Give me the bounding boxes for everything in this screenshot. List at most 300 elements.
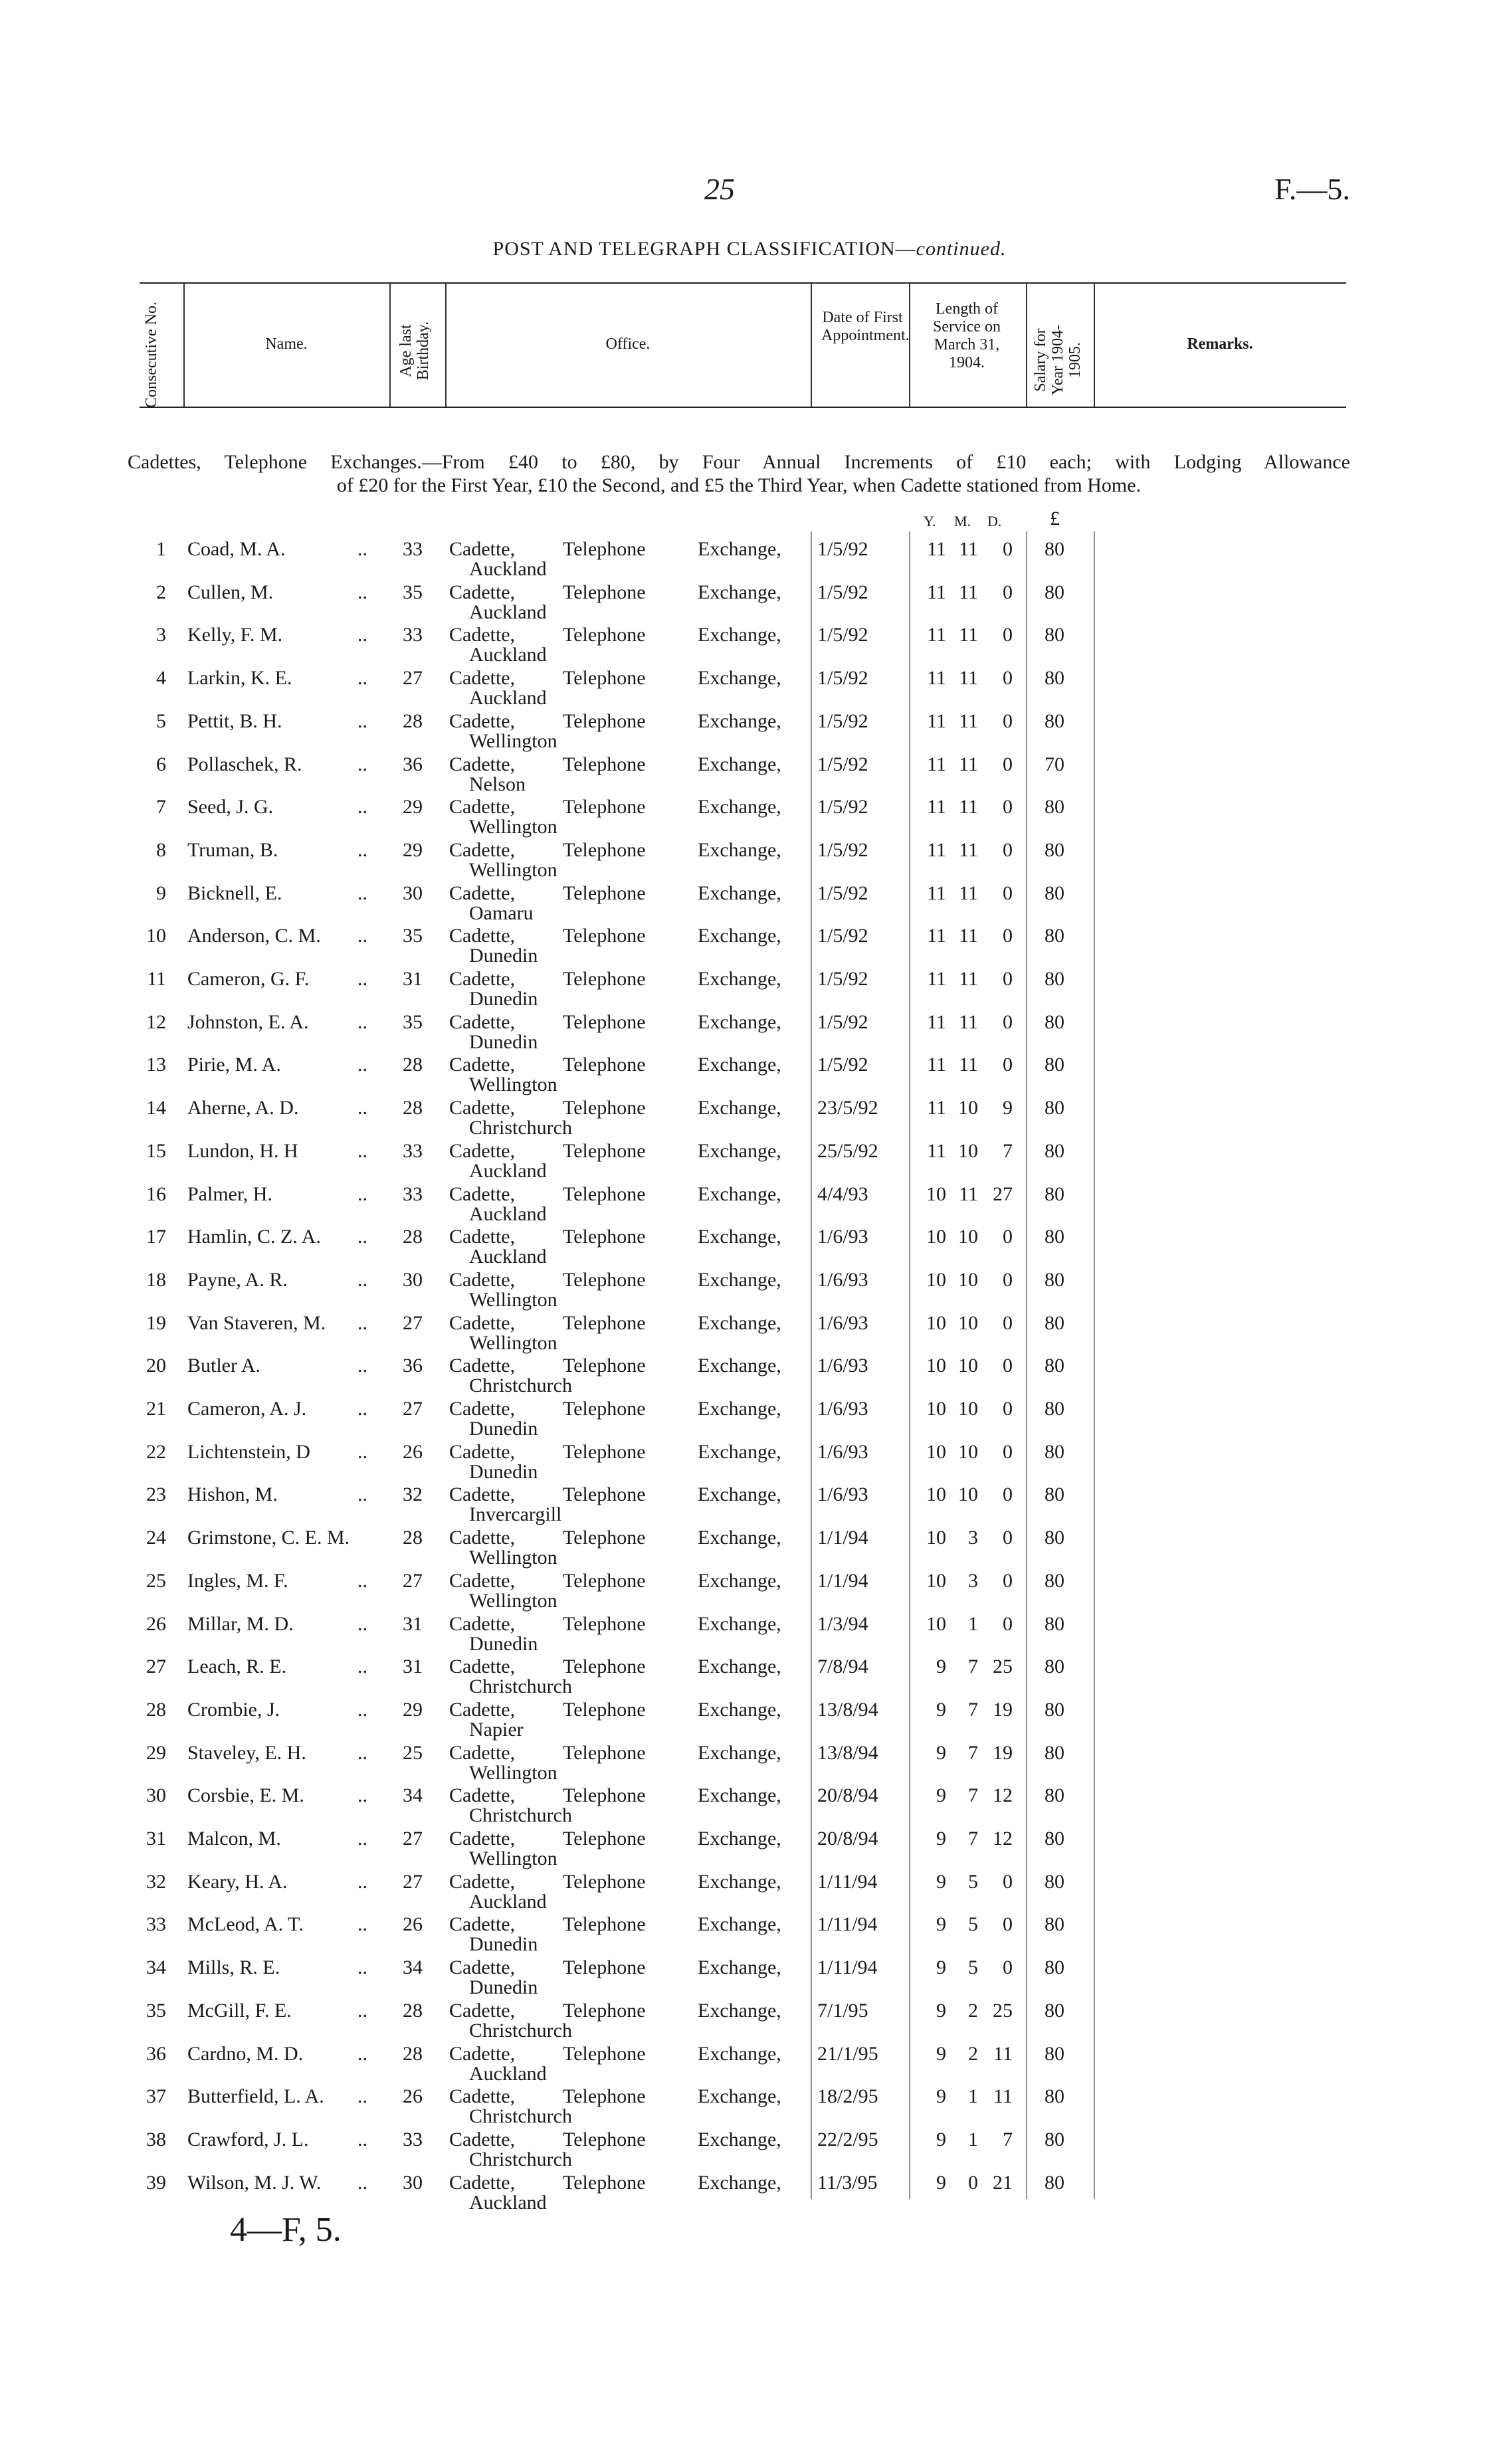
table-row: [0, 538, 1499, 581]
office-telephone: Telephone: [563, 2128, 646, 2150]
leader-dots: ..: [357, 1183, 367, 1205]
consecutive-number: 19: [146, 1311, 166, 1334]
service-years: 11: [927, 925, 946, 947]
age: 26: [403, 1913, 423, 1936]
consecutive-number: 17: [146, 1226, 166, 1248]
service-years: 10: [926, 1311, 946, 1334]
name: Payne, A. R.: [187, 1268, 288, 1291]
salary: 80: [1045, 1268, 1064, 1291]
service-years: 9: [936, 2171, 946, 2194]
table-row: [0, 1913, 1499, 1956]
age: 35: [403, 1010, 423, 1033]
age: 26: [403, 1440, 423, 1463]
salary: 80: [1045, 1870, 1064, 1893]
office-location: Wellington: [469, 1547, 557, 1569]
service-months: 11: [959, 925, 978, 947]
service-years: 10: [926, 1226, 946, 1248]
service-days: 19: [993, 1741, 1013, 1764]
office-location: Dunedin: [469, 945, 538, 967]
salary: 80: [1045, 925, 1064, 947]
office-cadette: Cadette,: [449, 1268, 516, 1291]
office-location: Auckland: [469, 2191, 547, 2214]
service-months: 7: [968, 1698, 978, 1721]
office-location: Christchurch: [469, 2019, 572, 2041]
age: 28: [403, 1226, 423, 1248]
appointment-date: 1/6/93: [817, 1483, 868, 1506]
consecutive-number: 30: [146, 1784, 166, 1807]
service-months: 1: [968, 2085, 978, 2108]
office-cadette: Cadette,: [449, 1527, 516, 1549]
table-row: [0, 2000, 1499, 2042]
header-remarks: Remarks.: [1187, 335, 1253, 353]
appointment-date: 1/6/93: [817, 1355, 868, 1377]
name: Seed, J. G.: [187, 796, 274, 818]
table-row: [0, 1613, 1499, 1656]
office-cadette: Cadette,: [449, 667, 516, 690]
service-days: 0: [1003, 1355, 1013, 1377]
name: Cardno, M. D.: [187, 2042, 304, 2065]
age: 31: [403, 1612, 423, 1635]
consecutive-number: 24: [146, 1527, 166, 1549]
office-telephone: Telephone: [563, 2171, 646, 2194]
office-exchange: Exchange,: [698, 538, 781, 560]
name: Cameron, G. F.: [187, 968, 310, 990]
unit-years: Y.: [924, 513, 936, 529]
leader-dots: ..: [357, 2085, 367, 2108]
office-cadette: Cadette,: [449, 1569, 516, 1592]
office-exchange: Exchange,: [698, 1828, 781, 1849]
service-days: 0: [1003, 1268, 1013, 1291]
age: 31: [403, 968, 423, 990]
office-cadette: Cadette,: [449, 1612, 516, 1635]
appointment-date: 1/5/92: [817, 968, 868, 990]
office-exchange: Exchange,: [698, 1999, 781, 2022]
service-years: 11: [927, 1097, 946, 1119]
office-location: Auckland: [469, 2062, 547, 2085]
title-main: POST AND TELEGRAPH CLASSIFICATION—: [492, 238, 916, 260]
service-months: 3: [968, 1527, 978, 1549]
age: 33: [403, 624, 423, 646]
office-telephone: Telephone: [563, 710, 646, 732]
salary: 80: [1045, 2171, 1064, 2194]
age: 27: [403, 1870, 423, 1893]
table-row: [0, 796, 1499, 838]
service-years: 10: [926, 1569, 946, 1592]
service-days: 0: [1003, 1913, 1013, 1936]
office-exchange: Exchange,: [698, 1097, 781, 1119]
office-location: Christchurch: [469, 2148, 572, 2170]
service-months: 10: [958, 1268, 978, 1291]
service-months: 11: [959, 710, 978, 732]
service-years: 9: [936, 1870, 946, 1893]
office-location: Auckland: [469, 687, 547, 710]
consecutive-number: 8: [156, 838, 166, 861]
consecutive-number: 21: [146, 1398, 166, 1420]
service-months: 5: [968, 1870, 978, 1893]
consecutive-number: 15: [146, 1139, 166, 1162]
name: Staveley, E. H.: [187, 1741, 306, 1764]
salary: 80: [1045, 1828, 1064, 1849]
office-exchange: Exchange,: [698, 1698, 781, 1721]
service-months: 11: [959, 796, 978, 818]
service-days: 12: [993, 1784, 1013, 1807]
service-years: 9: [936, 1913, 946, 1936]
office-telephone: Telephone: [563, 1698, 646, 1721]
unit-days: D.: [987, 513, 1002, 529]
office-exchange: Exchange,: [698, 2128, 781, 2150]
service-days: 0: [1003, 1956, 1013, 1979]
appointment-date: 1/6/93: [817, 1268, 868, 1291]
appointment-date: 7/1/95: [817, 1999, 868, 2022]
office-exchange: Exchange,: [698, 1054, 781, 1076]
service-days: 21: [993, 2171, 1013, 2194]
service-days: 0: [1003, 1612, 1013, 1635]
office-telephone: Telephone: [563, 1999, 646, 2022]
age: 27: [403, 1311, 423, 1334]
office-exchange: Exchange,: [698, 1139, 781, 1162]
consecutive-number: 22: [146, 1440, 166, 1463]
leader-dots: ..: [357, 538, 367, 560]
table-row: [0, 1011, 1499, 1054]
service-days: 11: [993, 2085, 1013, 2108]
name: Van Staveren, M.: [187, 1311, 326, 1334]
table-row: [0, 1398, 1499, 1440]
office-cadette: Cadette,: [449, 538, 516, 560]
office-telephone: Telephone: [563, 753, 646, 775]
service-years: 10: [926, 1483, 946, 1506]
service-months: 3: [968, 1569, 978, 1592]
office-telephone: Telephone: [563, 1183, 646, 1205]
consecutive-number: 26: [146, 1612, 166, 1635]
name: Johnston, E. A.: [187, 1010, 309, 1033]
name: Lichtenstein, D: [187, 1440, 310, 1463]
service-months: 2: [968, 1999, 978, 2022]
consecutive-number: 14: [146, 1097, 166, 1119]
appointment-date: 18/2/95: [817, 2085, 878, 2108]
office-cadette: Cadette,: [449, 1656, 516, 1678]
salary: 80: [1045, 667, 1064, 690]
age: 30: [403, 882, 423, 904]
office-exchange: Exchange,: [698, 581, 781, 603]
table-row: [0, 2129, 1499, 2171]
service-years: 11: [927, 710, 946, 732]
service-months: 10: [958, 1440, 978, 1463]
office-exchange: Exchange,: [698, 1527, 781, 1549]
appointment-date: 1/5/92: [817, 624, 868, 646]
consecutive-number: 23: [146, 1483, 166, 1506]
service-days: 9: [1003, 1097, 1013, 1119]
service-years: 10: [926, 1527, 946, 1549]
name: Lundon, H. H: [187, 1139, 298, 1162]
age: 33: [403, 1183, 423, 1205]
appointment-date: 1/1/94: [817, 1569, 868, 1592]
service-years: 10: [926, 1612, 946, 1635]
header-divider-5: [909, 284, 910, 407]
consecutive-number: 5: [156, 710, 166, 732]
office-exchange: Exchange,: [698, 710, 781, 732]
appointment-date: 20/8/94: [817, 1784, 878, 1807]
office-cadette: Cadette,: [449, 710, 516, 732]
office-cadette: Cadette,: [449, 1913, 516, 1936]
salary: 80: [1045, 710, 1064, 732]
leader-dots: ..: [357, 1311, 367, 1334]
office-exchange: Exchange,: [698, 796, 781, 818]
service-months: 0: [968, 2171, 978, 2194]
service-years: 11: [927, 1054, 946, 1076]
service-years: 9: [936, 2128, 946, 2150]
leader-dots: ..: [357, 1569, 367, 1592]
office-location: Dunedin: [469, 1030, 538, 1053]
office-location: Wellington: [469, 858, 557, 881]
salary: 80: [1045, 1054, 1064, 1076]
age: 25: [403, 1741, 423, 1764]
page-reference: F.—5.: [1274, 172, 1350, 206]
header-salary: Salary for Year 1904-1905.: [1032, 324, 1084, 396]
office-cadette: Cadette,: [449, 1010, 516, 1033]
service-months: 2: [968, 2042, 978, 2065]
office-telephone: Telephone: [563, 1612, 646, 1635]
service-years: 11: [927, 538, 946, 560]
office-exchange: Exchange,: [698, 2085, 781, 2108]
table-row: [0, 667, 1499, 710]
salary: 80: [1045, 1527, 1064, 1549]
name: McLeod, A. T.: [187, 1913, 304, 1936]
office-location: Wellington: [469, 729, 557, 752]
table-row: [0, 1784, 1499, 1827]
office-telephone: Telephone: [563, 1741, 646, 1764]
name: Kelly, F. M.: [187, 624, 283, 646]
appointment-date: 1/5/92: [817, 538, 868, 560]
name: Cullen, M.: [187, 581, 274, 603]
table-row: [0, 1097, 1499, 1139]
service-days: 7: [1003, 2128, 1013, 2150]
office-location: Auckland: [469, 1159, 547, 1182]
appointment-date: 1/6/93: [817, 1226, 868, 1248]
service-days: 0: [1003, 1311, 1013, 1334]
salary: 80: [1045, 1097, 1064, 1119]
salary: 80: [1045, 2085, 1064, 2108]
office-location: Oamaru: [469, 901, 534, 924]
office-cadette: Cadette,: [449, 624, 516, 646]
office-exchange: Exchange,: [698, 1311, 781, 1334]
service-years: 9: [936, 1698, 946, 1721]
service-years: 9: [936, 1999, 946, 2022]
age: 33: [403, 538, 423, 560]
office-location: Nelson: [469, 773, 526, 795]
header-top-rule: [140, 282, 1346, 284]
office-cadette: Cadette,: [449, 1828, 516, 1849]
page-footer: 4—F, 5.: [230, 2211, 342, 2249]
consecutive-number: 31: [146, 1828, 166, 1849]
service-months: 10: [958, 1311, 978, 1334]
office-telephone: Telephone: [563, 1870, 646, 1893]
service-months: 11: [959, 538, 978, 560]
office-exchange: Exchange,: [698, 1870, 781, 1893]
office-cadette: Cadette,: [449, 925, 516, 947]
name: Butterfield, L. A.: [187, 2085, 324, 2108]
name: Grimstone, C. E. M.: [187, 1527, 350, 1549]
name: Butler A.: [187, 1355, 260, 1377]
consecutive-number: 27: [146, 1656, 166, 1678]
name: Aherne, A. D.: [187, 1097, 299, 1119]
service-years: 10: [926, 1268, 946, 1291]
age: 32: [403, 1483, 423, 1506]
office-location: Christchurch: [469, 1117, 572, 1139]
office-telephone: Telephone: [563, 1054, 646, 1076]
service-years: 10: [926, 1440, 946, 1463]
office-exchange: Exchange,: [698, 753, 781, 775]
age: 28: [403, 710, 423, 732]
consecutive-number: 16: [146, 1183, 166, 1205]
salary: 80: [1045, 882, 1064, 904]
office-cadette: Cadette,: [449, 1870, 516, 1893]
appointment-date: 21/1/95: [817, 2042, 878, 2065]
appointment-date: 1/5/92: [817, 882, 868, 904]
name: Bicknell, E.: [187, 882, 282, 904]
age: 27: [403, 1398, 423, 1420]
appointment-date: 7/8/94: [817, 1656, 868, 1678]
office-telephone: Telephone: [563, 968, 646, 990]
office-telephone: Telephone: [563, 1956, 646, 1979]
leader-dots: ..: [357, 1913, 367, 1936]
office-location: Christchurch: [469, 2105, 572, 2128]
service-years: 9: [936, 1828, 946, 1849]
title-continued: continued.: [916, 238, 1007, 260]
appointment-date: 1/5/92: [817, 710, 868, 732]
name: Ingles, M. F.: [187, 1569, 288, 1592]
appointment-date: 1/11/94: [817, 1956, 878, 1979]
service-years: 11: [927, 753, 946, 775]
service-months: 7: [968, 1784, 978, 1807]
appointment-date: 25/5/92: [817, 1139, 878, 1162]
salary: 70: [1045, 753, 1064, 775]
office-telephone: Telephone: [563, 882, 646, 904]
office-exchange: Exchange,: [698, 925, 781, 947]
leader-dots: ..: [357, 581, 367, 603]
service-months: 10: [958, 1398, 978, 1420]
office-telephone: Telephone: [563, 1527, 646, 1549]
office-cadette: Cadette,: [449, 753, 516, 775]
header-office: Office.: [605, 335, 650, 353]
leader-dots: ..: [357, 1656, 367, 1678]
service-months: 11: [959, 624, 978, 646]
age: 28: [403, 1999, 423, 2022]
service-days: 0: [1003, 710, 1013, 732]
service-years: 11: [927, 667, 946, 690]
office-cadette: Cadette,: [449, 1139, 516, 1162]
office-cadette: Cadette,: [449, 882, 516, 904]
salary: 80: [1045, 796, 1064, 818]
office-location: Auckland: [469, 1246, 547, 1268]
salary: 80: [1045, 1569, 1064, 1592]
office-location: Auckland: [469, 1890, 547, 1913]
unit-months: M.: [954, 513, 971, 529]
leader-dots: ..: [357, 624, 367, 646]
office-telephone: Telephone: [563, 1440, 646, 1463]
service-days: 0: [1003, 968, 1013, 990]
leader-dots: ..: [357, 1097, 367, 1119]
service-years: 10: [926, 1355, 946, 1377]
office-cadette: Cadette,: [449, 2171, 516, 2194]
unit-pound: £: [1050, 508, 1060, 529]
leader-dots: ..: [357, 753, 367, 775]
service-months: 11: [959, 1183, 978, 1205]
header-bottom-rule: [140, 407, 1346, 408]
office-telephone: Telephone: [563, 838, 646, 861]
name: Wilson, M. J. W.: [187, 2171, 322, 2194]
name: Millar, M. D.: [187, 1612, 294, 1635]
service-months: 11: [959, 838, 978, 861]
leader-dots: ..: [357, 1784, 367, 1807]
consecutive-number: 3: [156, 624, 166, 646]
office-location: Auckland: [469, 644, 547, 666]
service-years: 9: [936, 1956, 946, 1979]
office-telephone: Telephone: [563, 1656, 646, 1678]
header-service: Length of Service on March 31, 1904.: [933, 300, 1001, 371]
office-exchange: Exchange,: [698, 2042, 781, 2065]
service-years: 11: [927, 968, 946, 990]
appointment-date: 13/8/94: [817, 1741, 878, 1764]
office-telephone: Telephone: [563, 1311, 646, 1334]
office-location: Auckland: [469, 558, 547, 580]
consecutive-number: 9: [156, 882, 166, 904]
office-location: Wellington: [469, 1589, 557, 1612]
leader-dots: ..: [357, 1139, 367, 1162]
salary: 80: [1045, 1139, 1064, 1162]
name: Keary, H. A.: [187, 1870, 288, 1893]
service-days: 0: [1003, 796, 1013, 818]
appointment-date: 1/5/92: [817, 925, 868, 947]
office-cadette: Cadette,: [449, 1784, 516, 1807]
consecutive-number: 36: [146, 2042, 166, 2065]
office-telephone: Telephone: [563, 1097, 646, 1119]
office-exchange: Exchange,: [698, 1569, 781, 1592]
header-divider-6: [1026, 284, 1027, 407]
name: Hishon, M.: [187, 1483, 278, 1506]
table-row: [0, 1956, 1499, 1999]
office-cadette: Cadette,: [449, 838, 516, 861]
service-years: 10: [926, 1398, 946, 1420]
table-row: [0, 2043, 1499, 2085]
office-location: Wellington: [469, 1848, 557, 1869]
leader-dots: ..: [357, 1870, 367, 1893]
office-cadette: Cadette,: [449, 2128, 516, 2150]
office-cadette: Cadette,: [449, 1355, 516, 1377]
consecutive-number: 20: [146, 1355, 166, 1377]
office-cadette: Cadette,: [449, 1054, 516, 1076]
office-telephone: Telephone: [563, 925, 646, 947]
appointment-date: 4/4/93: [817, 1183, 868, 1205]
office-telephone: Telephone: [563, 1784, 646, 1807]
appointment-date: 1/11/94: [817, 1913, 878, 1936]
table-row: [0, 1871, 1499, 1913]
consecutive-number: 10: [146, 925, 166, 947]
office-location: Christchurch: [469, 1374, 572, 1397]
office-exchange: Exchange,: [698, 1612, 781, 1635]
service-years: 11: [927, 1139, 946, 1162]
office-cadette: Cadette,: [449, 796, 516, 818]
consecutive-number: 37: [146, 2085, 166, 2108]
salary: 80: [1045, 1656, 1064, 1678]
office-exchange: Exchange,: [698, 1956, 781, 1979]
salary: 80: [1045, 1612, 1064, 1635]
table-row: [0, 2085, 1499, 2128]
salary: 80: [1045, 968, 1064, 990]
office-location: Napier: [469, 1718, 524, 1741]
service-years: 9: [936, 1656, 946, 1678]
salary: 80: [1045, 1913, 1064, 1936]
office-exchange: Exchange,: [698, 1656, 781, 1678]
